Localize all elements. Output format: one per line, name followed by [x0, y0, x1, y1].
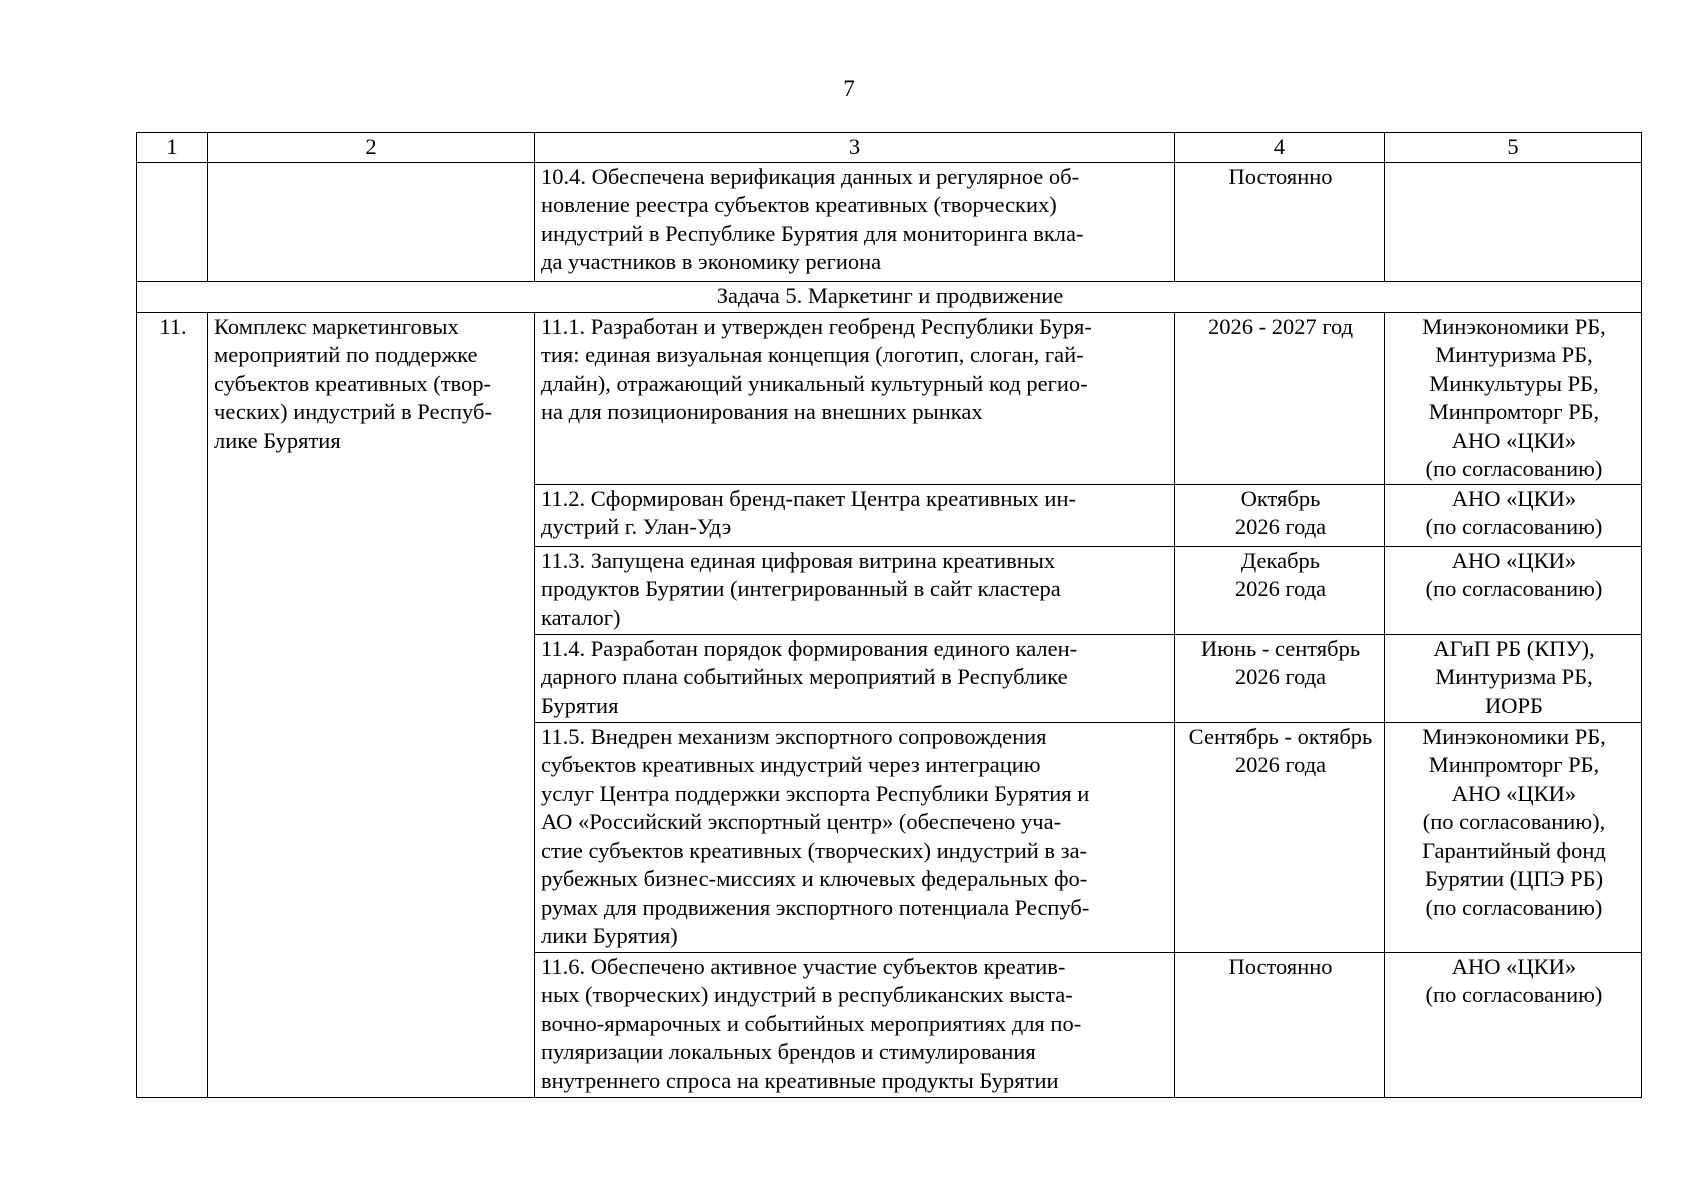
- result-cell: 11.1. Разработан и утвержден геобренд Республики Буря- тия: единая визуальная концепция (логотип, слоган, гай- длайн), отражающий уникальный культурный код регио- на для позиционирования на внешних рынках: [535, 312, 1175, 484]
- executor-cell: Минэкономики РБ, Минтуризма РБ, Минкультуры РБ, Минпромторг РБ, АНО «ЦКИ» (по согласованию): [1385, 312, 1642, 484]
- item-number: 11.: [137, 312, 208, 1097]
- result-cell: 11.6. Обеспечено активное участие субъектов креатив- ных (творческих) индустрий в республиканских выста- вочно-ярмарочных и событийных мероприятиях для по- пуляризации локальных брендов и стимулирования внутреннего спроса на креативные продукты Бурятии: [535, 952, 1175, 1097]
- term-cell: Июнь - сентябрь 2026 года: [1175, 634, 1385, 722]
- page-number: 7: [843, 76, 855, 101]
- term-cell: Постоянно: [1175, 162, 1385, 281]
- term-cell: Постоянно: [1175, 952, 1385, 1097]
- term-cell: 2026 - 2027 год: [1175, 312, 1385, 484]
- result-cell: 11.3. Запущена единая цифровая витрина креативных продуктов Бурятии (интегрированный в сайт кластера каталог): [535, 546, 1175, 634]
- executor-cell: АНО «ЦКИ» (по согласованию): [1385, 484, 1642, 546]
- term-cell: Сентябрь - октябрь 2026 года: [1175, 722, 1385, 952]
- column-number-4: 4: [1175, 133, 1385, 163]
- column-number-1: 1: [137, 133, 208, 163]
- task-title-row: [137, 281, 1642, 312]
- column-number-row: [137, 133, 1642, 163]
- executor-cell: Минэкономики РБ, Минпромторг РБ, АНО «ЦКИ» (по согласованию), Гарантийный фонд Бурятии (ЦПЭ РБ) (по согласованию): [1385, 722, 1642, 952]
- item-name-cell: [208, 162, 535, 281]
- result-cell: 11.5. Внедрен механизм экспортного сопровождения субъектов креативных индустрий через интеграцию услуг Центра поддержки экспорта Республики Бурятия и АО «Российский экспортный центр» (обеспечено уча- стие субъектов креативных (творческих) индустрий в за- рубежных бизнес-миссиях и ключевых федеральных фо- румах для продвижения экспортного потенциала Респуб- лики Бурятия): [535, 722, 1175, 952]
- column-number-3: 3: [535, 133, 1175, 163]
- item-number-cell: [137, 162, 208, 281]
- result-cell: 10.4. Обеспечена верификация данных и регулярное об- новление реестра субъектов креативных (творческих) индустрий в Республике Бурятия для мониторинга вкла- да участников в экономику региона: [535, 162, 1175, 281]
- executor-cell: АНО «ЦКИ» (по согласованию): [1385, 546, 1642, 634]
- term-cell: Октябрь 2026 года: [1175, 484, 1385, 546]
- table-row-11-1: [137, 312, 1642, 484]
- task-title: Задача 5. Маркетинг и продвижение: [137, 281, 1642, 312]
- item-name: Комплекс маркетинговых мероприятий по поддержке субъектов креативных (твор- ческих) индустрий в Респуб- лике Бурятия: [208, 312, 535, 1097]
- result-cell: 11.2. Сформирован бренд-пакет Центра креативных ин- дустрий г. Улан-Удэ: [535, 484, 1175, 546]
- table-row-10-4: [137, 162, 1642, 281]
- plan-table: [136, 132, 1642, 1098]
- executor-cell: [1385, 162, 1642, 281]
- executor-cell: АНО «ЦКИ» (по согласованию): [1385, 952, 1642, 1097]
- term-cell: Декабрь 2026 года: [1175, 546, 1385, 634]
- executor-cell: АГиП РБ (КПУ), Минтуризма РБ, ИОРБ: [1385, 634, 1642, 722]
- column-number-2: 2: [208, 133, 535, 163]
- column-number-5: 5: [1385, 133, 1642, 163]
- result-cell: 11.4. Разработан порядок формирования единого кален- дарного плана событийных мероприятий в Республике Бурятия: [535, 634, 1175, 722]
